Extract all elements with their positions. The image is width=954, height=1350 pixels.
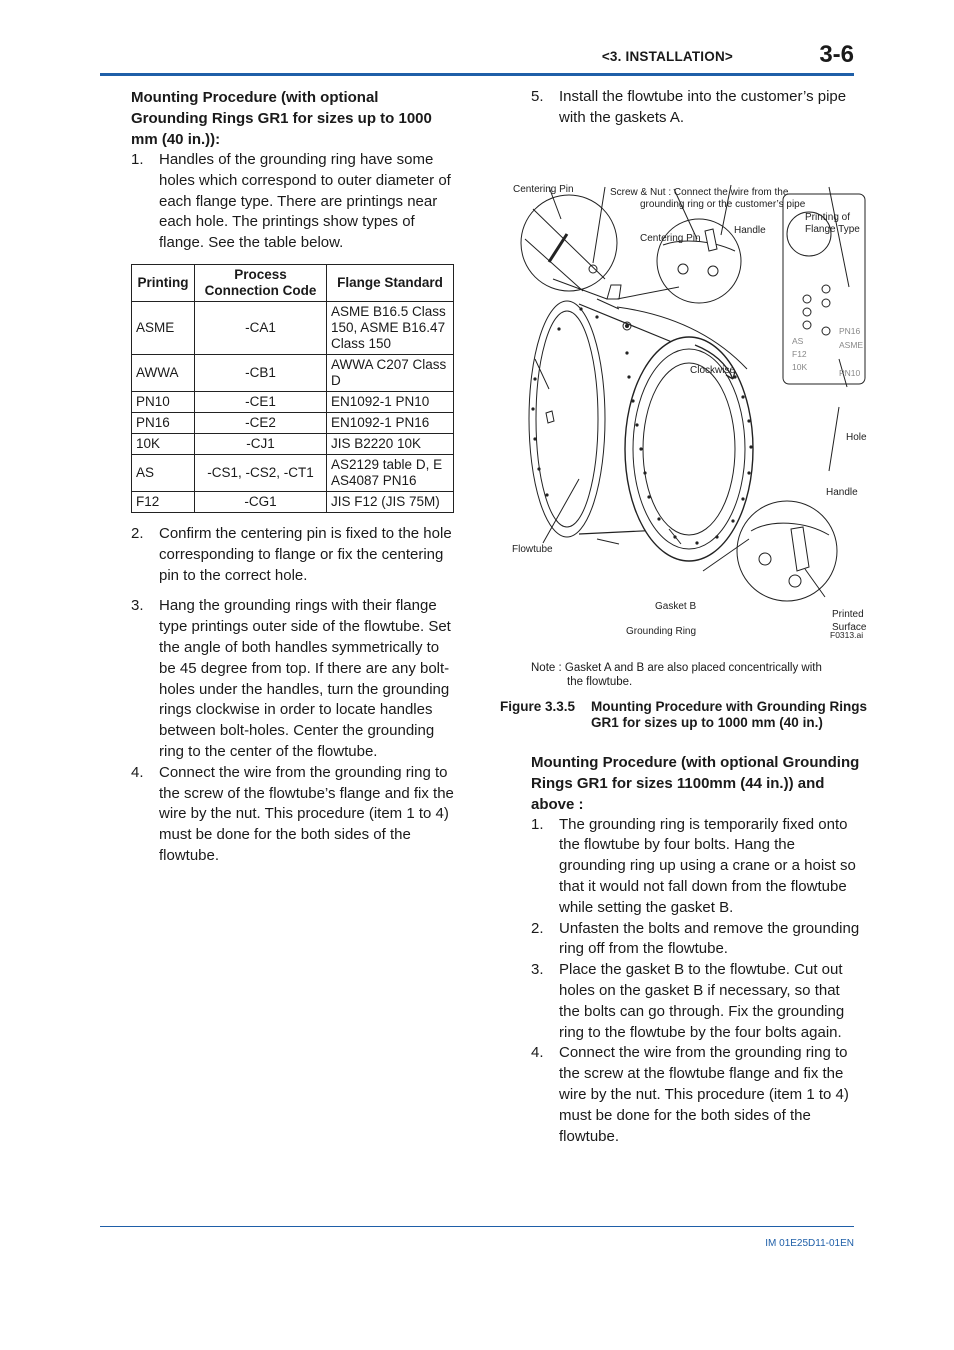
- plate-as: AS: [792, 335, 804, 346]
- step-3: 3. Hang the grounding rings with their flange type printings outer side of the flowtube. Set the angle of both handles symmetrically to be 45 degree from top. If there are any bolt-holes under the handles, turn the grounding rings clockwise in order to locate handles between bolt-holes. Center the grounding ring to the center of the flowtube.: [131, 597, 451, 760]
- callout-printed-surface: [737, 501, 837, 601]
- label-printed: Printed: [832, 608, 864, 620]
- step-4-large: 4. Connect the wire from the grounding ring to the screw at the flowtube flange and fix the wire by the nut. This procedure (item 1 to 4) must be done for the both sides of the flowtube.: [531, 1044, 849, 1145]
- table-cell: AS2129 table D, E AS4087 PN16: [327, 454, 454, 491]
- step-1-large: 1. The grounding ring is temporarily fixed onto the flowtube by four bolts. Hang the grounding ring up using a crane or a hoist so that it would not fall down from the flowtube while setting the gasket B.: [531, 815, 856, 916]
- plate-10k: 10K: [792, 361, 808, 372]
- header-rule: [100, 73, 854, 76]
- table-cell: AS: [132, 454, 195, 491]
- table-row: [132, 433, 454, 454]
- footer-rule: [100, 1226, 854, 1227]
- table-cell: -CE1: [195, 391, 327, 412]
- section-title-small-sizes: Mounting Procedure (with optional Grounding Rings GR1 for sizes up to 1000 mm (40 in.)):: [131, 89, 432, 148]
- step-5-list: [531, 87, 861, 129]
- table-cell: JIS B2220 10K: [327, 433, 454, 454]
- label-centering-pin-2: Centering Pin: [640, 232, 701, 244]
- label-handle-bottom: Handle: [826, 486, 858, 498]
- table-cell: -CB1: [195, 354, 327, 391]
- label-surface: Surface: [832, 621, 867, 633]
- table-header-row: [132, 264, 454, 301]
- plate-f12: F12: [792, 348, 807, 359]
- table-cell: JIS F12 (JIS 75M): [327, 491, 454, 512]
- label-gasket-b: Gasket B: [655, 600, 697, 612]
- steps-small-sizes-continued: [131, 524, 456, 867]
- step-4: 4. Connect the wire from the grounding ring to the screw of the flowtube’s flange and fix the wire by the nut. This procedure (item 1 to 4) must be done for the both sides of the flowtube.: [131, 763, 454, 864]
- figure-note: Note : Gasket A and B are also placed concentrically with the flowtube.: [531, 661, 822, 688]
- label-screw-nut-2: grounding ring or the customer’s pipe: [640, 198, 806, 210]
- column-header: Printing: [132, 264, 195, 301]
- table-cell: EN1092-1 PN16: [327, 412, 454, 433]
- left-column: [131, 87, 456, 867]
- callout-centering-pin-handle: [657, 219, 741, 303]
- table-cell: 10K: [132, 433, 195, 454]
- table-cell: -CA1: [195, 301, 327, 354]
- figure-caption: Figure 3.3.5 Mounting Procedure with Grounding Rings GR1 for sizes up to 1000 mm (40 in.): [500, 698, 867, 730]
- steps-large-sizes: [531, 815, 861, 1148]
- table-cell: -CG1: [195, 491, 327, 512]
- table-cell: -CS1, -CS2, -CT1: [195, 454, 327, 491]
- table-cell: AWWA C207 Class D: [327, 354, 454, 391]
- section-header: <3. INSTALLATION>: [601, 49, 733, 64]
- table-row: [132, 354, 454, 391]
- right-column: [500, 87, 867, 1147]
- column-header: Flange Standard: [327, 264, 454, 301]
- table-cell: ASME: [132, 301, 195, 354]
- column-header: Process Connection Code: [195, 264, 327, 301]
- table-cell: PN16: [132, 412, 195, 433]
- step-1: 1. Handles of the grounding ring have some holes which correspond to outer diameter of each flange type. There are printings near each hole. The printings show types of flange. See the table below.: [131, 151, 451, 252]
- table-cell: -CJ1: [195, 433, 327, 454]
- label-clockwise: Clockwise: [690, 364, 736, 376]
- plate-asme: ASME: [839, 339, 864, 350]
- table-cell: F12: [132, 491, 195, 512]
- table-row: [132, 301, 454, 354]
- table-cell: ASME B16.5 Class 150, ASME B16.47 Class 150: [327, 301, 454, 354]
- step-5: 5. Install the flowtube into the customer’s pipe with the gaskets A.: [531, 88, 847, 126]
- table-cell: AWWA: [132, 354, 195, 391]
- table-cell: PN10: [132, 391, 195, 412]
- flange-table: [131, 264, 454, 513]
- section-title-large-sizes: Mounting Procedure (with optional Grounding Rings GR1 for sizes 1100mm (44 in.)) and above :: [531, 753, 860, 813]
- page-number: 3-6: [819, 41, 854, 68]
- table-cell: EN1092-1 PN10: [327, 391, 454, 412]
- figure-file-id: F0313.ai: [830, 629, 864, 640]
- step-2-large: 2. Unfasten the bolts and remove the grounding ring off from the flowtube.: [531, 919, 860, 958]
- table-row: [132, 391, 454, 412]
- label-flowtube: Flowtube: [512, 543, 553, 555]
- step-2: 2. Confirm the centering pin is fixed to the hole corresponding to flange or fix the centering pin to the correct hole.: [131, 524, 452, 584]
- steps-small-sizes: [131, 150, 456, 254]
- document-id: IM 01E25D11-01EN: [765, 1238, 854, 1249]
- plate-pn16: PN16: [839, 325, 861, 336]
- label-hole: Hole: [846, 431, 867, 443]
- label-centering-pin: Centering Pin: [513, 183, 574, 195]
- label-printing-of: Printing of: [805, 211, 851, 223]
- label-flange-type: Flange Type: [805, 223, 860, 235]
- table-cell: -CE2: [195, 412, 327, 433]
- plate-pn10: PN10: [839, 367, 861, 378]
- table-row: [132, 412, 454, 433]
- table-row: [132, 491, 454, 512]
- label-grounding-ring: Grounding Ring: [626, 625, 697, 637]
- step-3-large: 3. Place the gasket B to the flowtube. Cut out holes on the gasket B if necessary, so that the bolts can go through. Fix the grounding ring to the flowtube by the four bolts again.: [531, 961, 845, 1041]
- rear-flange: [529, 301, 605, 537]
- label-screw-nut: Screw & Nut : Connect the wire from the: [610, 186, 789, 198]
- label-handle-top: Handle: [734, 224, 766, 236]
- table-row: [132, 454, 454, 491]
